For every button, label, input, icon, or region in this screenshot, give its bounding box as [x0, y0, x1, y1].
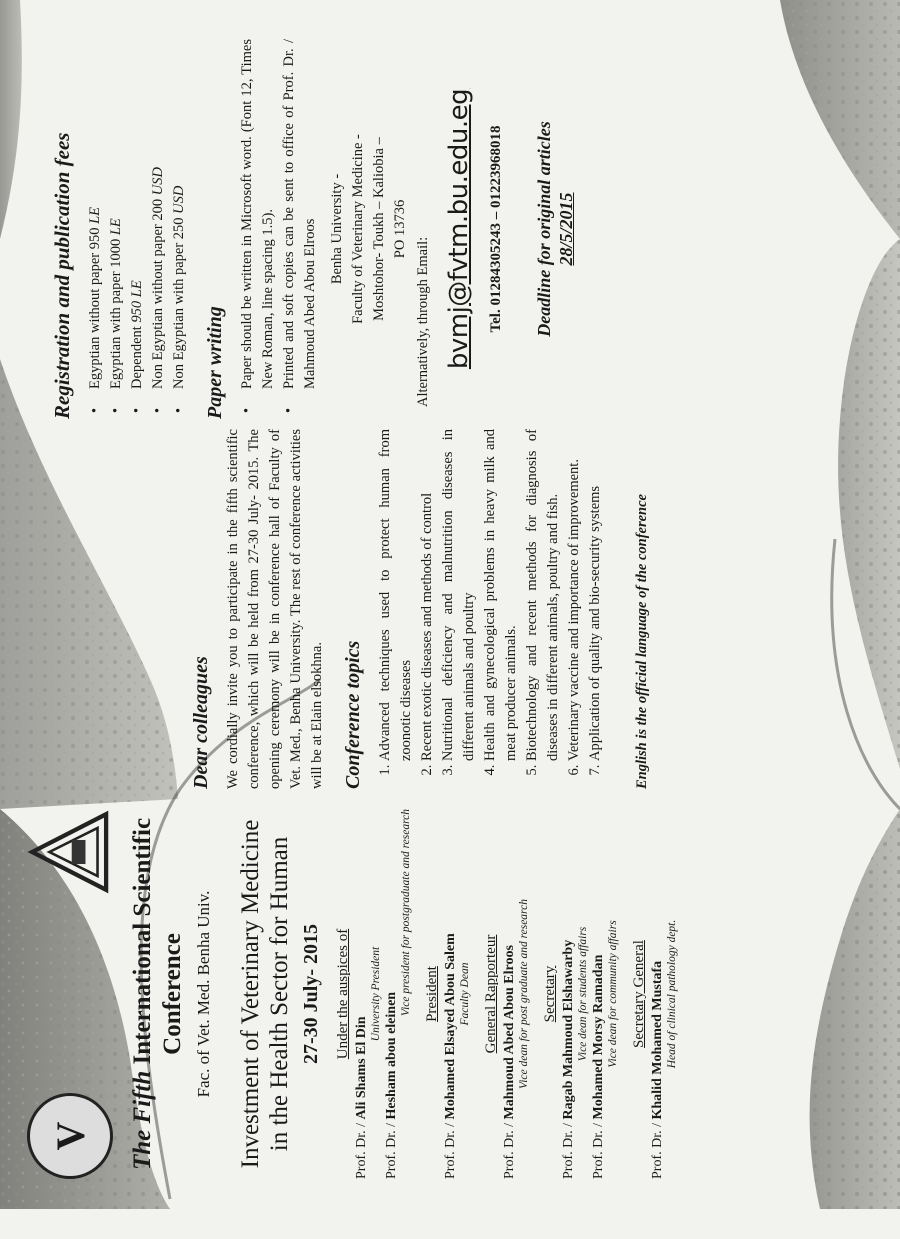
faculty-name: Fac. of Vet. Med. Benha Univ. [194, 890, 213, 1098]
right-panel [50, 39, 577, 419]
person-role: Head of clinical pathology dept. [666, 919, 678, 1069]
title-main: International Scientific [129, 817, 156, 1065]
email-link[interactable]: bvmj@fvtm.bu.edu.eg [444, 88, 474, 370]
secretary-heading: Secretary [542, 965, 558, 1023]
alternative-text: Alternatively, through Email: [415, 236, 431, 407]
logo-row [20, 809, 120, 1179]
list-item: • Printed and soft copies can be sent to office of Prof. Dr. / Mahmoud Abed Abou Elroos [279, 39, 321, 419]
list-item: • Dependent 950 LE [127, 39, 148, 419]
language-note: English is the official language of the conference [634, 494, 650, 789]
list-item: • Egyptian with paper 1000 LE [106, 39, 127, 419]
list-item: 2. Recent exotic diseases and methods of control [417, 429, 438, 761]
person-role: Vice president for postgraduate and research [400, 809, 412, 1017]
person-line: Prof. Dr. / Mahmoud Abed Abou Elroos [502, 945, 517, 1179]
secretary-general-heading: Secretary General [631, 940, 647, 1048]
deadline-date: 28/5/2015 [556, 192, 576, 266]
list-item: 5. Biotechnology and recent methods for diagnosis of diseases in different animals, poultry and fish. [522, 429, 564, 761]
person-line: Prof. Dr. / Ragab Mahmoud Elshawarby [561, 939, 576, 1179]
person-line: Prof. Dr. / Ali Shams El Din [354, 1016, 369, 1179]
list-item: 6. Veterinary vaccine and importance of improvement. [564, 429, 585, 761]
address-line: Faculty of Veterinary Medicine - [350, 134, 366, 324]
deadline [533, 39, 577, 419]
person-role: Vice dean for community affairs [607, 920, 619, 1068]
list-item: 1. Advanced techniques used to protect human from zoonotic diseases [375, 429, 417, 761]
theme-line-1: Investment of Veterinary Medicine [237, 819, 264, 1169]
address-line: Benha University - [329, 173, 345, 285]
person-line: Prof. Dr. / Mohamed Morsy Ramadan [591, 954, 606, 1179]
middle-panel [190, 429, 652, 789]
president-heading: President [424, 966, 440, 1022]
topics-heading: Conference topics [342, 640, 364, 789]
person-line: Prof. Dr. / Mohamed Elsayed Abou Salem [443, 933, 458, 1179]
list-item: 7. Application of quality and bio-security systems [585, 429, 606, 761]
fees-heading: Registration and publication fees [50, 132, 74, 419]
title-prefix: The Fifth [129, 1070, 156, 1171]
rapporteur-heading: General Rapporteur [483, 934, 499, 1054]
person-role: Faculty Dean [459, 962, 471, 1026]
address-block [327, 39, 411, 419]
greeting-heading: Dear colleagues [190, 656, 212, 789]
faculty-logo [27, 809, 113, 895]
guidelines-list [237, 39, 321, 419]
list-item: • Non Egyptian without paper 200 USD [148, 39, 169, 419]
auspices-heading: Under the auspices of [335, 928, 351, 1060]
theme-line-2: in the Health Sector for Human [266, 836, 293, 1152]
list-item: • Non Egyptian with paper 250 USD [169, 39, 190, 419]
left-panel [20, 809, 678, 1179]
university-logo: V [27, 1093, 113, 1179]
writing-heading: Paper writing [204, 306, 226, 419]
list-item: 3. Nutritional deficiency and malnutrition diseases in different animals and poultry [438, 429, 480, 761]
list-item: • Egyptian without paper 950 LE [85, 39, 106, 419]
address-line: Moshtohor- Toukh – Kaliobia – [371, 137, 387, 321]
person-role: Vice dean for post graduate and research [518, 899, 530, 1089]
address-line: PO 13736 [392, 199, 408, 259]
telephone: Tel. 01284305243 – 01223968018 [488, 125, 504, 333]
person-role: Vice dean for students affairs [577, 926, 589, 1062]
title-end: Conference [159, 933, 186, 1055]
person-role: University President [370, 946, 382, 1042]
conference-title [128, 809, 188, 1179]
fees-list [85, 39, 190, 419]
greeting-text: We cordially invite you to participate in the fifth scientific conference, which will be held from 27-30 July- 2015. The opening ceremony will be in conference hall of Faculty of Vet. Med., Benha University. The rest of conference activities will be at Elain elsokhna. [225, 429, 325, 789]
list-item: • Paper should be written in Microsoft word. (Font 12, Times New Roman, line spacing 1.5). [237, 39, 279, 419]
topics-list [375, 429, 606, 789]
conference-dates: 27-30 July- 2015 [300, 924, 322, 1064]
person-line: Prof. Dr. / Khalid Mohamed Mustafa [650, 960, 665, 1179]
deadline-label: Deadline for original articles [534, 121, 554, 337]
person-line: Prof. Dr. / Hesham abou eleinen [384, 991, 399, 1179]
list-item: 4. Health and gynecological problems in heavy milk and meat producer animals. [480, 429, 522, 761]
conference-theme [236, 809, 294, 1179]
